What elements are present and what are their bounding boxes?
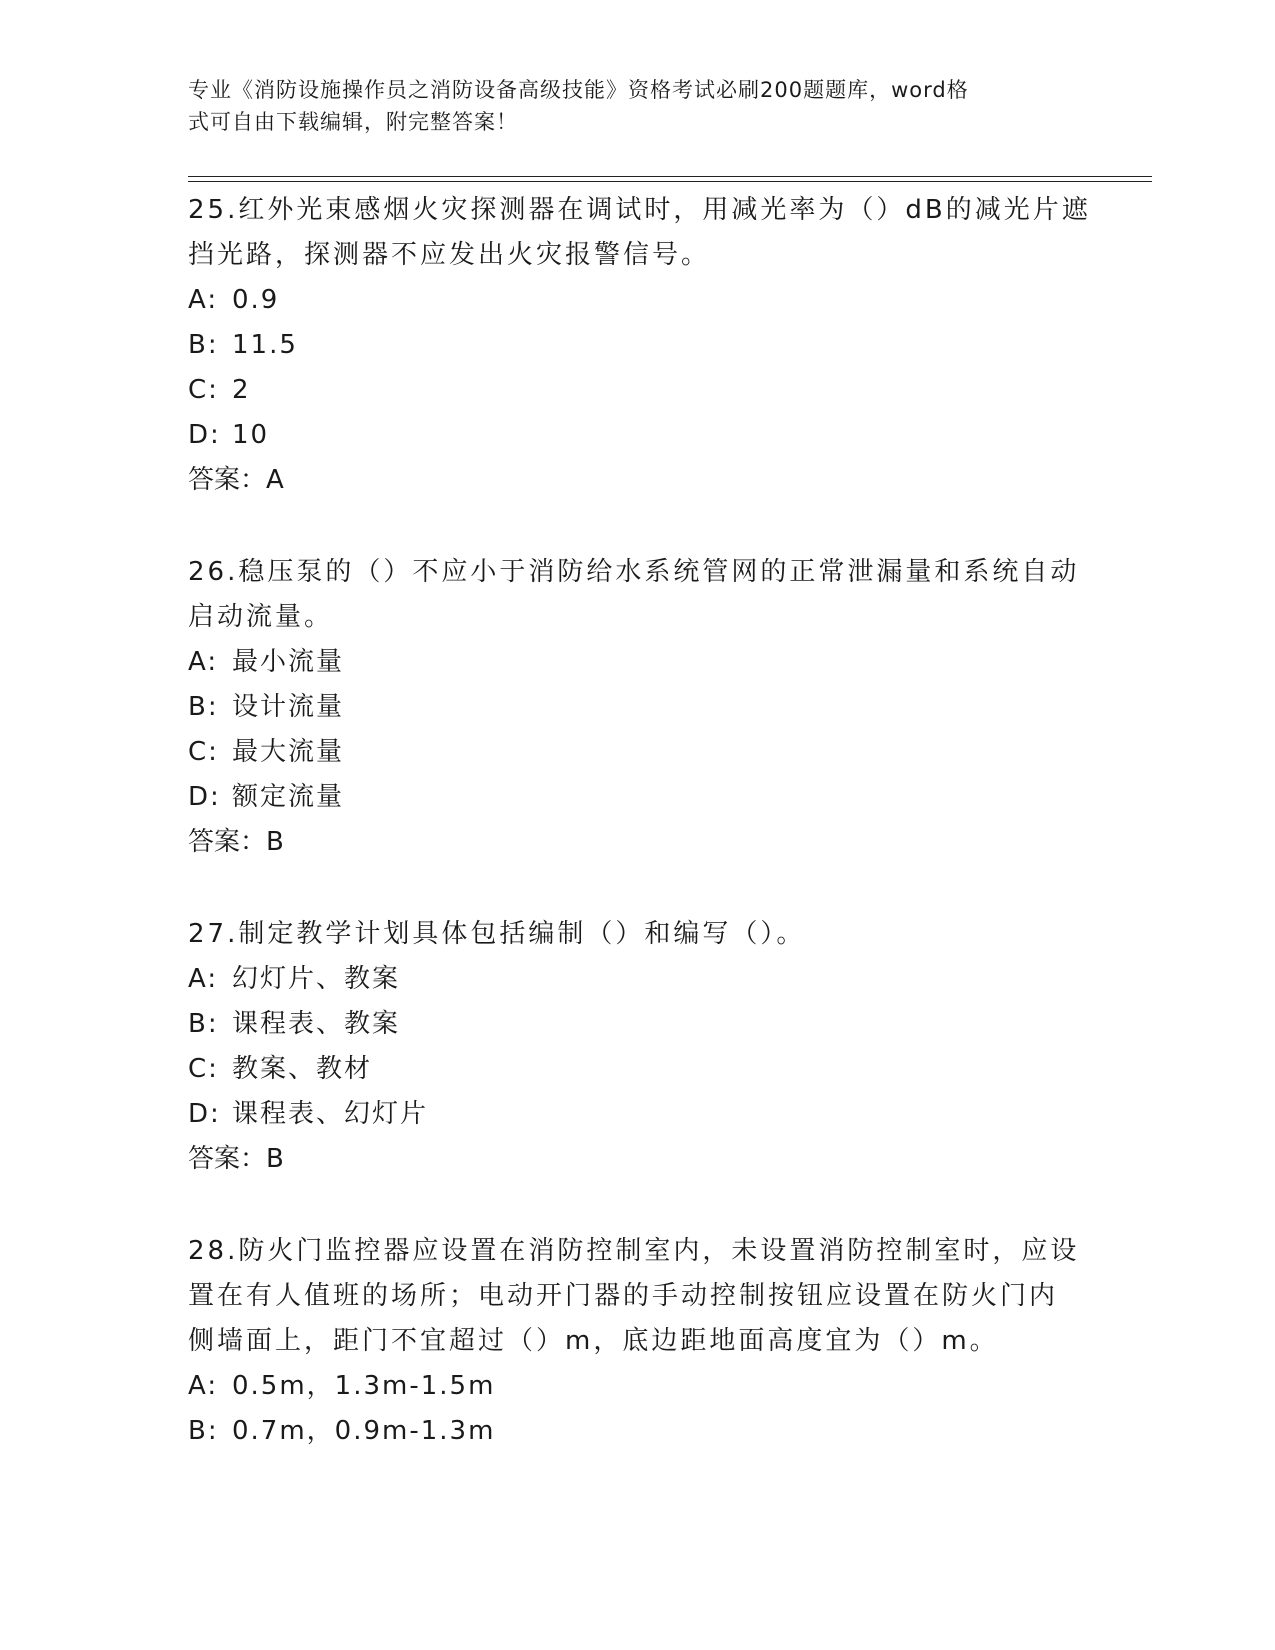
option-text: 最大流量 xyxy=(232,737,345,767)
option-key: B: xyxy=(188,1416,219,1446)
question-list xyxy=(188,188,1091,1454)
document-header xyxy=(188,74,1068,138)
question-text-line: 28.防火门监控器应设置在消防控制室内，未设置消防控制室时，应设 xyxy=(188,1236,1080,1266)
option-a xyxy=(188,278,1088,323)
question-25 xyxy=(188,188,1091,503)
question-text-line: 置在有人值班的场所；电动开门器的手动控制按钮应设置在防火门内 xyxy=(188,1281,1059,1311)
option-text: 额定流量 xyxy=(232,782,345,812)
header-divider-top xyxy=(188,176,1152,177)
question-text-line: 27.制定教学计划具体包括编制（）和编写（）。 xyxy=(188,919,806,949)
option-b xyxy=(188,685,1088,730)
option-b xyxy=(188,1409,1088,1454)
option-text: 设计流量 xyxy=(232,692,345,722)
option-d xyxy=(188,775,1088,820)
option-text: 0.5m，1.3m-1.5m xyxy=(232,1371,496,1401)
question-27 xyxy=(188,912,1088,1182)
question-28 xyxy=(188,1229,1088,1454)
option-d xyxy=(188,413,1088,458)
option-key: D: xyxy=(188,420,221,450)
question-spacer xyxy=(188,1182,1088,1229)
option-b xyxy=(188,1002,1088,1047)
option-key: D: xyxy=(188,782,221,812)
option-key: A: xyxy=(188,1371,219,1401)
answer-line: 答案：A xyxy=(188,465,284,495)
option-key: A: xyxy=(188,647,219,677)
option-c xyxy=(188,368,1088,413)
option-text: 10 xyxy=(232,420,270,450)
option-key: B: xyxy=(188,1009,219,1039)
option-text: 0.7m，0.9m-1.3m xyxy=(232,1416,496,1446)
option-key: B: xyxy=(188,330,219,360)
option-key: C: xyxy=(188,375,219,405)
option-text: 课程表、教案 xyxy=(232,1009,401,1039)
header-line-2: 式可自由下载编辑，附完整答案！ xyxy=(188,110,518,134)
option-key: C: xyxy=(188,737,219,767)
answer-line: 答案：B xyxy=(188,827,284,857)
option-c xyxy=(188,1047,1088,1092)
question-text-line: 侧墙面上，距门不宜超过（）m，底边距地面高度宜为（）m。 xyxy=(188,1326,999,1356)
option-c xyxy=(188,730,1088,775)
option-text: 2 xyxy=(232,375,251,405)
option-key: A: xyxy=(188,964,219,994)
option-key: B: xyxy=(188,692,219,722)
question-text-line: 挡光路，探测器不应发出火灾报警信号。 xyxy=(188,240,711,270)
option-text: 0.9 xyxy=(232,285,280,315)
option-d xyxy=(188,1092,1088,1137)
question-text-line: 25.红外光束感烟火灾探测器在调试时，用减光率为（）dB的减光片遮 xyxy=(188,195,1091,225)
option-text: 11.5 xyxy=(232,330,298,360)
question-spacer xyxy=(188,865,1088,912)
question-text-line: 启动流量。 xyxy=(188,602,334,632)
header-line-1: 专业《消防设施操作员之消防设备高级技能》资格考试必刷200题题库，word格 xyxy=(188,78,969,102)
option-text: 课程表、幻灯片 xyxy=(232,1099,429,1129)
option-a xyxy=(188,957,1088,1002)
option-a xyxy=(188,640,1088,685)
question-spacer xyxy=(188,503,1088,550)
option-text: 教案、教材 xyxy=(232,1054,373,1084)
option-text: 幻灯片、教案 xyxy=(232,964,401,994)
option-text: 最小流量 xyxy=(232,647,345,677)
option-a xyxy=(188,1364,1088,1409)
answer-line: 答案：B xyxy=(188,1144,284,1174)
question-text-line: 26.稳压泵的（）不应小于消防给水系统管网的正常泄漏量和系统自动 xyxy=(188,557,1080,587)
header-divider-bottom xyxy=(188,181,1152,182)
option-key: D: xyxy=(188,1099,221,1129)
option-key: A: xyxy=(188,285,219,315)
question-26 xyxy=(188,550,1088,865)
option-b xyxy=(188,323,1088,368)
option-key: C: xyxy=(188,1054,219,1084)
